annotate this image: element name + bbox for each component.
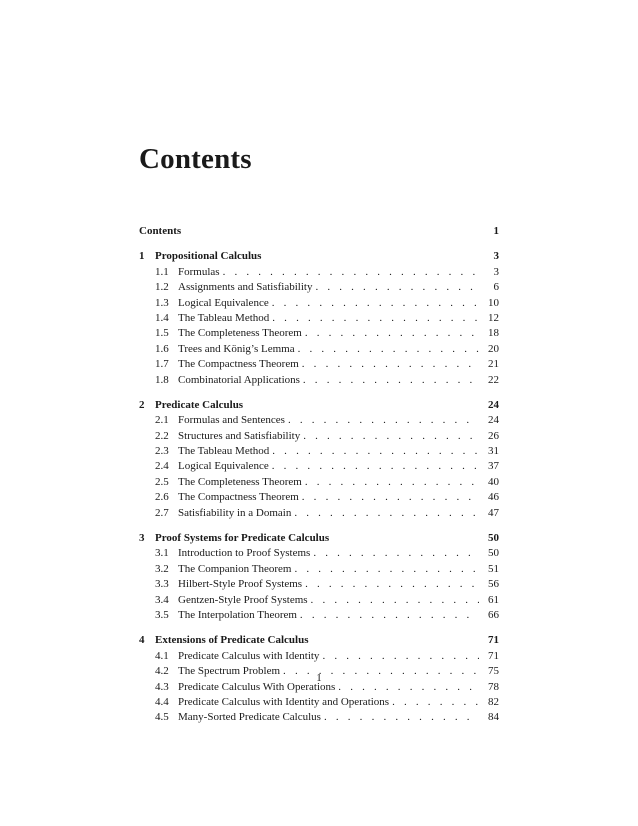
section-number: 1.2 [155, 281, 169, 294]
section-row[interactable] [139, 608, 499, 623]
section-row[interactable] [139, 459, 499, 474]
chapter-row[interactable] [139, 249, 499, 264]
section-page: 21 [488, 358, 499, 371]
section-title: Logical Equivalence [178, 296, 269, 309]
section-row[interactable] [139, 429, 499, 444]
section-title: Structures and Satisfiability [178, 429, 301, 442]
page-heading: Contents [139, 143, 252, 175]
chapter-spacer [139, 521, 499, 531]
dot-leader [324, 710, 479, 725]
section-row[interactable] [139, 475, 499, 490]
section-number: 3.2 [155, 562, 169, 575]
section-title: Many-Sorted Predicate Calculus [178, 711, 321, 724]
dot-leader [294, 562, 479, 577]
section-number: 2.3 [155, 445, 169, 458]
dot-leader [315, 280, 479, 295]
section-number: 2.4 [155, 460, 169, 473]
dot-leader [313, 546, 479, 561]
section-row[interactable] [139, 710, 499, 725]
chapter-title: Extensions of Predicate Calculus [155, 634, 309, 647]
section-row[interactable] [139, 444, 499, 459]
section-row[interactable] [139, 546, 499, 561]
section-number: 4.4 [155, 695, 169, 708]
section-title: Assignments and Satisfiability [178, 281, 313, 294]
section-number: 3.1 [155, 547, 169, 560]
section-page: 37 [488, 460, 499, 473]
dot-leader [272, 459, 479, 474]
section-title: The Completeness Theorem [178, 475, 302, 488]
section-number: 2.7 [155, 506, 169, 519]
section-row[interactable] [139, 695, 499, 710]
section-page: 82 [488, 695, 499, 708]
section-title: Combinatorial Applications [178, 373, 300, 386]
chapter-page: 50 [488, 532, 499, 545]
section-page: 20 [488, 342, 499, 355]
section-row[interactable] [139, 373, 499, 388]
toc-entry-page: 1 [493, 225, 499, 237]
dot-leader [300, 608, 479, 623]
section-page: 3 [493, 265, 499, 278]
chapter-spacer [139, 239, 499, 249]
section-page: 61 [488, 593, 499, 606]
section-row[interactable] [139, 311, 499, 326]
section-row[interactable] [139, 577, 499, 592]
section-number: 1.7 [155, 358, 169, 371]
chapter-row[interactable] [139, 398, 499, 413]
section-row[interactable] [139, 593, 499, 608]
dot-leader [311, 593, 479, 608]
section-row[interactable] [139, 265, 499, 280]
section-page: 56 [488, 578, 499, 591]
section-page: 51 [488, 562, 499, 575]
dot-leader [294, 506, 479, 521]
section-row[interactable] [139, 280, 499, 295]
section-number: 4.3 [155, 680, 169, 693]
section-row[interactable] [139, 296, 499, 311]
chapter-title: Proof Systems for Predicate Calculus [155, 532, 330, 545]
section-row[interactable] [139, 490, 499, 505]
section-page: 40 [488, 475, 499, 488]
section-number: 4.2 [155, 665, 169, 678]
section-title: Formulas and Sentences [178, 414, 285, 427]
section-number: 1.6 [155, 342, 169, 355]
section-title: The Completeness Theorem [178, 327, 302, 340]
section-title: Predicate Calculus with Identity and Operations [178, 695, 390, 708]
dot-leader [298, 342, 479, 357]
section-page: 22 [488, 373, 499, 386]
toc-header-row[interactable] [139, 224, 499, 239]
toc-entry-title: Contents [139, 225, 182, 237]
dot-leader [272, 296, 479, 311]
section-title: Gentzen-Style Proof Systems [178, 593, 308, 606]
section-page: 10 [488, 296, 499, 309]
section-row[interactable] [139, 326, 499, 341]
section-number: 1.5 [155, 327, 169, 340]
section-title: The Spectrum Problem [178, 665, 281, 678]
chapter-page: 24 [488, 398, 499, 411]
section-page: 24 [488, 414, 499, 427]
dot-leader [272, 444, 479, 459]
chapter-spacer [139, 623, 499, 633]
dot-leader [223, 265, 479, 280]
section-number: 1.3 [155, 296, 169, 309]
dot-leader [272, 311, 479, 326]
table-of-contents [139, 224, 499, 726]
section-title: The Companion Theorem [178, 562, 292, 575]
chapter-row[interactable] [139, 531, 499, 546]
section-number: 4.5 [155, 711, 169, 724]
section-title: The Interpolation Theorem [178, 608, 297, 621]
section-page: 47 [488, 506, 499, 519]
dot-leader [303, 429, 479, 444]
dot-leader [305, 326, 479, 341]
dot-leader [302, 490, 479, 505]
section-page: 71 [488, 649, 499, 662]
section-page: 78 [488, 680, 499, 693]
section-page: 66 [488, 608, 499, 621]
section-number: 3.3 [155, 578, 169, 591]
section-title: Predicate Calculus With Operations [178, 680, 336, 693]
section-number: 1.4 [155, 311, 169, 324]
section-page: 50 [488, 547, 499, 560]
section-page: 18 [488, 327, 499, 340]
dot-leader [305, 577, 479, 592]
dot-leader [303, 373, 479, 388]
section-title: Hilbert-Style Proof Systems [178, 578, 303, 591]
section-number: 2.2 [155, 429, 169, 442]
section-title: The Compactness Theorem [178, 491, 299, 504]
section-row[interactable] [139, 649, 499, 664]
section-number: 1.1 [155, 265, 169, 278]
page-number: 1 [316, 672, 322, 684]
section-page: 12 [488, 311, 499, 324]
chapter-number: 2 [139, 398, 145, 411]
section-title: Predicate Calculus with Identity [178, 649, 320, 662]
section-number: 3.5 [155, 608, 169, 621]
section-title: Introduction to Proof Systems [178, 547, 311, 560]
section-title: Logical Equivalence [178, 460, 269, 473]
chapter-row[interactable] [139, 633, 499, 648]
dot-leader [322, 649, 479, 664]
chapter-number: 1 [139, 250, 145, 263]
chapter-number: 4 [139, 634, 145, 647]
section-page: 31 [488, 445, 499, 458]
section-number: 3.4 [155, 593, 169, 606]
chapter-title: Predicate Calculus [155, 398, 244, 411]
section-page: 84 [488, 711, 499, 724]
section-row[interactable] [139, 562, 499, 577]
section-page: 75 [488, 665, 499, 678]
section-row[interactable] [139, 413, 499, 428]
section-number: 2.5 [155, 475, 169, 488]
chapter-spacer [139, 388, 499, 398]
chapter-title: Propositional Calculus [155, 250, 262, 263]
section-title: The Tableau Method [178, 311, 270, 324]
dot-leader [302, 357, 479, 372]
section-title: Satisfiability in a Domain [178, 506, 292, 519]
section-number: 2.6 [155, 491, 169, 504]
section-page: 46 [488, 491, 499, 504]
section-row[interactable] [139, 506, 499, 521]
section-title: The Tableau Method [178, 445, 270, 458]
dot-leader [288, 413, 479, 428]
section-row[interactable] [139, 342, 499, 357]
section-title: The Compactness Theorem [178, 358, 299, 371]
section-number: 2.1 [155, 414, 169, 427]
section-title: Trees and König’s Lemma [178, 342, 295, 355]
section-number: 4.1 [155, 649, 169, 662]
section-title: Formulas [178, 265, 220, 278]
chapter-page: 3 [493, 250, 499, 263]
dot-leader [392, 695, 479, 710]
section-row[interactable] [139, 357, 499, 372]
chapter-page: 71 [488, 634, 499, 647]
dot-leader [305, 475, 479, 490]
section-page: 26 [488, 429, 499, 442]
section-number: 1.8 [155, 373, 169, 386]
section-page: 6 [493, 281, 499, 294]
chapter-number: 3 [139, 532, 145, 545]
